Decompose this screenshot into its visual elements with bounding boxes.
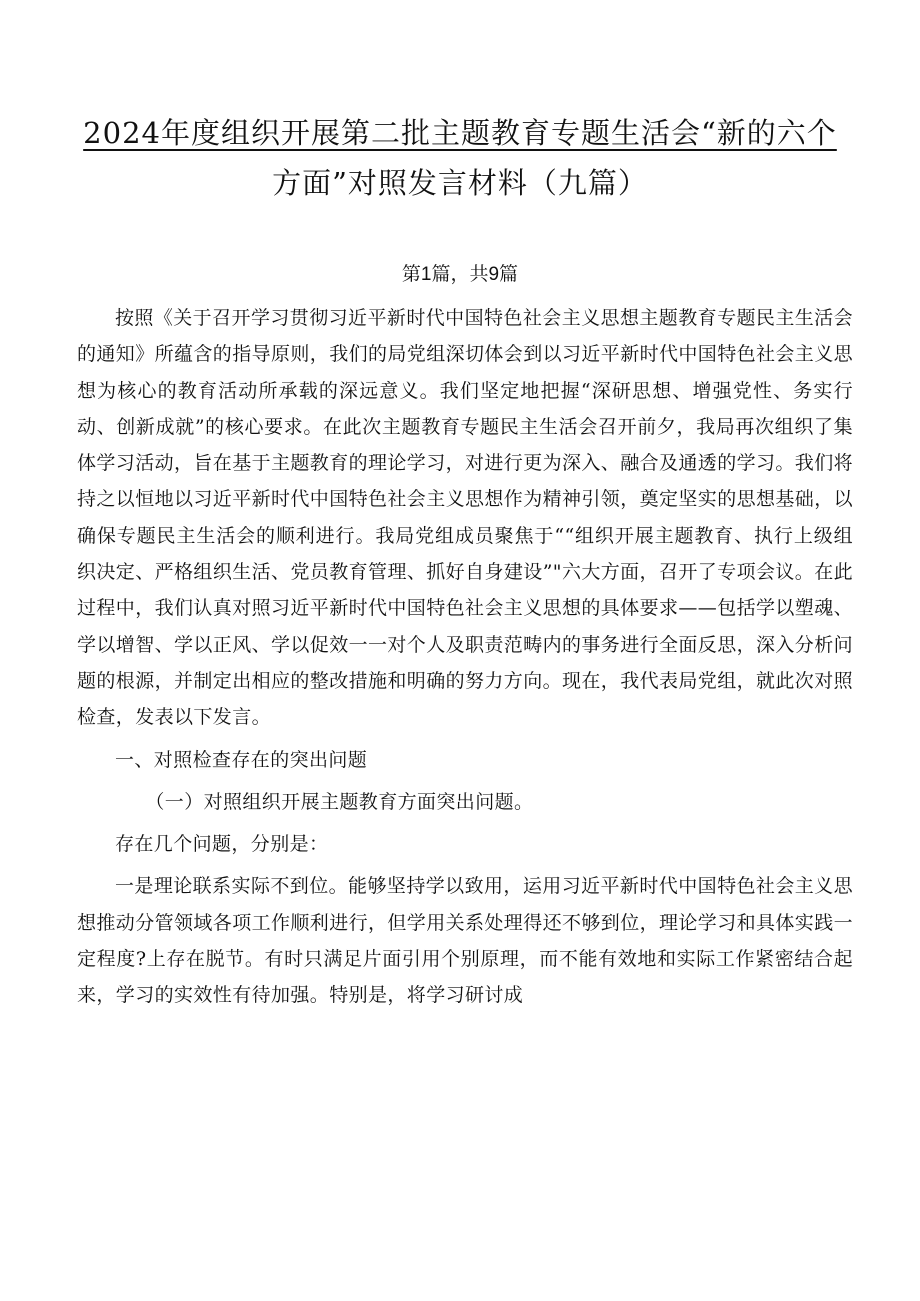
part-label: 第1篇，共9篇 xyxy=(401,264,519,285)
document-title xyxy=(60,108,860,208)
section-heading: 一、对照检查存在的突出问题 xyxy=(115,748,368,771)
paragraph-problem-1: 一是理论联系实际不到位。能够坚持学以致用，运用习近平新时代中国特色社会主义思想推动分管领域各项工作顺利进行，但学用关系处理得还不够到位，理论学习和具体实践一定程度?上存在脱节。有时只满足片面引用个别原理，而不能有效地和实际工作紧密结合起来，学习的实效性有待加强。特别是，将学习研讨成 xyxy=(77,875,854,1007)
title-line-1: 2024年度组织开展第二批主题教育专题生活会“新的六个 xyxy=(83,116,837,150)
title-line-2: 方面”对照发言材料（九篇） xyxy=(272,166,648,200)
paragraph-intro: 按照《关于召开学习贯彻习近平新时代中国特色社会主义思想主题教育专题民主生活会的通知》所蕴含的指导原则，我们的局党组深切体会到以习近平新时代中国特色社会主义思想为核心的教育活动所承载的深远意义。我们坚定地把握“深研思想、增强党性、务实行动、创新成就”的核心要求。在此次主题教育专题民主生活会召开前夕，我局再次组织了集体学习活动，旨在基于主题教育的理论学习，对进行更为深入、融合及通透的学习。我们将持之以恒地以习近平新时代中国特色社会主义思想作为精神引领，奠定坚实的思想基础，以确保专题民主生活会的顺利进行。我局党组成员聚焦于““组织开展主题教育、执行上级组织决定、严格组织生活、党员教育管理、抓好自身建设”"六大方面，召开了专项会议。在此过程中，我们认真对照习近平新时代中国特色社会主义思想的具体要求——包括学以塑魂、学以增智、学以正风、学以促效一一对个人及职责范畴内的事务进行全面反思，深入分析问题的根源，并制定出相应的整改措施和明确的努力方向。现在，我代表局党组，就此次对照检查，发表以下发言。 xyxy=(77,307,854,729)
paragraph-problems-intro: 存在几个问题，分别是： xyxy=(115,833,329,856)
document-body xyxy=(77,300,853,1014)
subsection-heading: （一）对照组织开展主题教育方面突出问题。 xyxy=(145,790,534,813)
